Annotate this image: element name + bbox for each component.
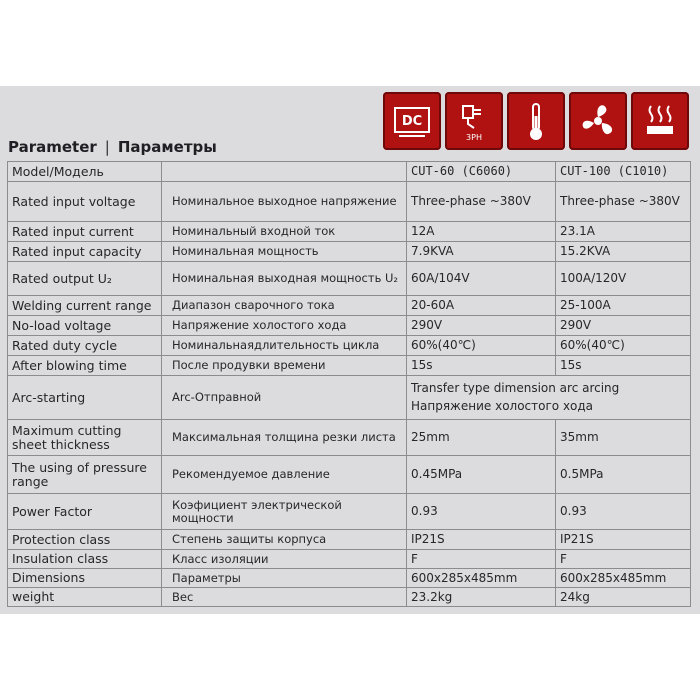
param-ru: Arc-Отправной <box>162 376 407 420</box>
value-model-1: 600x285x485mm <box>407 569 556 588</box>
value-model-1: 60A/104V <box>407 262 556 296</box>
value-model-1: F <box>407 550 556 569</box>
value-model-2: 100A/120V <box>556 262 691 296</box>
dc-icon <box>383 92 441 150</box>
svg-text:DC: DC <box>401 114 423 129</box>
param-en: Rated input current <box>8 222 162 242</box>
arc-line-2: Напряжение холостого хода <box>411 399 594 413</box>
title-separator: | <box>104 138 110 156</box>
value-model-2: Three-phase ~380V <box>556 182 691 222</box>
title-en: Parameter <box>8 138 97 156</box>
svg-text:3PH: 3PH <box>466 133 482 142</box>
value-model-2: 35mm <box>556 420 691 456</box>
param-en: Rated input capacity <box>8 242 162 262</box>
header-cell-model-1: CUT-60 (C6060) <box>407 162 556 182</box>
param-ru: Рекомендуемое давление <box>162 456 407 494</box>
value-model-1: 20-60A <box>407 296 556 316</box>
value-model-2: 290V <box>556 316 691 336</box>
3ph-plug-icon <box>445 92 503 150</box>
param-en: No-load voltage <box>8 316 162 336</box>
value-model-2: 0.5MPa <box>556 456 691 494</box>
param-en: Arc-starting <box>8 376 162 420</box>
value-model-2: 0.93 <box>556 494 691 530</box>
param-ru: Напряжение холостого хода <box>162 316 407 336</box>
param-ru: Номинальнаядлительность цикла <box>162 336 407 356</box>
param-en: Maximum cutting sheet thickness <box>8 420 162 456</box>
param-en: Insulation class <box>8 550 162 569</box>
value-model-2: 15s <box>556 356 691 376</box>
heat-icon <box>631 92 689 150</box>
value-model-2: 15.2KVA <box>556 242 691 262</box>
feature-icons <box>383 92 689 150</box>
param-ru: Номинальное выходное напряжение <box>162 182 407 222</box>
header-cell-model-2: CUT-100 (C1010) <box>556 162 691 182</box>
param-ru: Коэфициент электрической мощности <box>162 494 407 530</box>
fan-icon <box>569 92 627 150</box>
param-en: Rated output U₂ <box>8 262 162 296</box>
param-ru: Класс изоляции <box>162 550 407 569</box>
param-ru: Номинальная выходная мощность U₂ <box>162 262 407 296</box>
value-model-1: Three-phase ~380V <box>407 182 556 222</box>
table-row <box>8 550 691 569</box>
spec-table <box>7 161 691 607</box>
value-model-1: 0.45MPa <box>407 456 556 494</box>
param-ru: Параметры <box>162 569 407 588</box>
param-en: Rated duty cycle <box>8 336 162 356</box>
value-model-1: 23.2kg <box>407 588 556 607</box>
value-model-2: 600x285x485mm <box>556 569 691 588</box>
param-en: Welding current range <box>8 296 162 316</box>
table-row <box>8 356 691 376</box>
param-en: Rated input voltage <box>8 182 162 222</box>
param-ru: После продувки времени <box>162 356 407 376</box>
value-model-2: 25-100A <box>556 296 691 316</box>
param-en: After blowing time <box>8 356 162 376</box>
table-header-row <box>8 162 691 182</box>
table-row <box>8 242 691 262</box>
param-en: The using of pressure range <box>8 456 162 494</box>
table-row <box>8 456 691 494</box>
value-model-1: 0.93 <box>407 494 556 530</box>
value-model-2: IP21S <box>556 530 691 550</box>
value-model-2: 60%(40℃) <box>556 336 691 356</box>
arc-line-1: Transfer type dimension arc arcing <box>411 381 620 396</box>
page-title <box>8 138 217 156</box>
table-row <box>8 296 691 316</box>
value-model-1: 12A <box>407 222 556 242</box>
param-en: Power Factor <box>8 494 162 530</box>
param-ru: Диапазон сварочного тока <box>162 296 407 316</box>
param-ru: Номинальный входной ток <box>162 222 407 242</box>
param-en: Dimensions <box>8 569 162 588</box>
value-model-1: IP21S <box>407 530 556 550</box>
thermometer-icon <box>507 92 565 150</box>
table-row <box>8 530 691 550</box>
value-model-1: 15s <box>407 356 556 376</box>
value-model-1: 25mm <box>407 420 556 456</box>
param-en: Protection class <box>8 530 162 550</box>
table-row <box>8 316 691 336</box>
table-row-arc-starting <box>8 376 691 420</box>
table-row <box>8 182 691 222</box>
table-row <box>8 336 691 356</box>
table-row <box>8 588 691 607</box>
param-ru: Номинальная мощность <box>162 242 407 262</box>
table-row <box>8 494 691 530</box>
value-model-2: 23.1A <box>556 222 691 242</box>
param-ru: Степень защиты корпуса <box>162 530 407 550</box>
title-ru: Параметры <box>117 138 217 156</box>
param-ru: Максимальная толщина резки листа <box>162 420 407 456</box>
header-cell-model: Model/Модель <box>8 162 162 182</box>
param-ru: Вес <box>162 588 407 607</box>
table-row <box>8 569 691 588</box>
value-model-1: 7.9KVA <box>407 242 556 262</box>
value-model-2: F <box>556 550 691 569</box>
value-model-1: 60%(40℃) <box>407 336 556 356</box>
header-cell-blank <box>162 162 407 182</box>
table-row <box>8 262 691 296</box>
table-row <box>8 222 691 242</box>
arc-starting-value <box>407 376 691 420</box>
value-model-2: 24kg <box>556 588 691 607</box>
value-model-1: 290V <box>407 316 556 336</box>
param-en: weight <box>8 588 162 607</box>
table-row <box>8 420 691 456</box>
